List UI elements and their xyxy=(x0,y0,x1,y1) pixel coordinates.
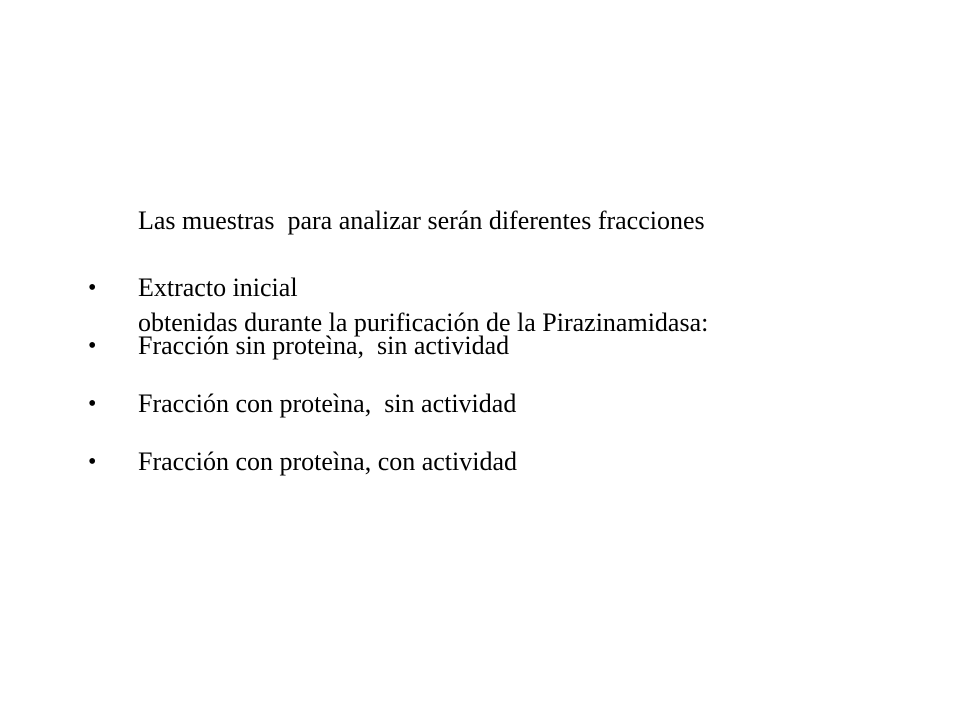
list-item-text: Fracción con proteìna, sin actividad xyxy=(138,389,517,418)
list-item-text: Extracto inicial xyxy=(138,273,298,302)
bullet-icon: • xyxy=(88,449,97,475)
intro-line-2: obtenidas durante la purificación de la Pirazinamidasa: xyxy=(138,308,709,337)
fraction-list xyxy=(0,266,960,498)
bullet-icon: • xyxy=(88,391,97,417)
intro-line-1: Las muestras para analizar serán diferentes fracciones xyxy=(138,206,705,235)
list-item xyxy=(0,382,960,440)
list-item-text: Fracción sin proteìna, sin actividad xyxy=(138,331,510,360)
bullet-icon: • xyxy=(88,275,97,301)
list-item xyxy=(0,324,960,382)
list-item xyxy=(0,266,960,324)
list-item xyxy=(0,440,960,498)
list-item-text: Fracción con proteìna, con actividad xyxy=(138,447,518,476)
bullet-icon: • xyxy=(88,333,97,359)
